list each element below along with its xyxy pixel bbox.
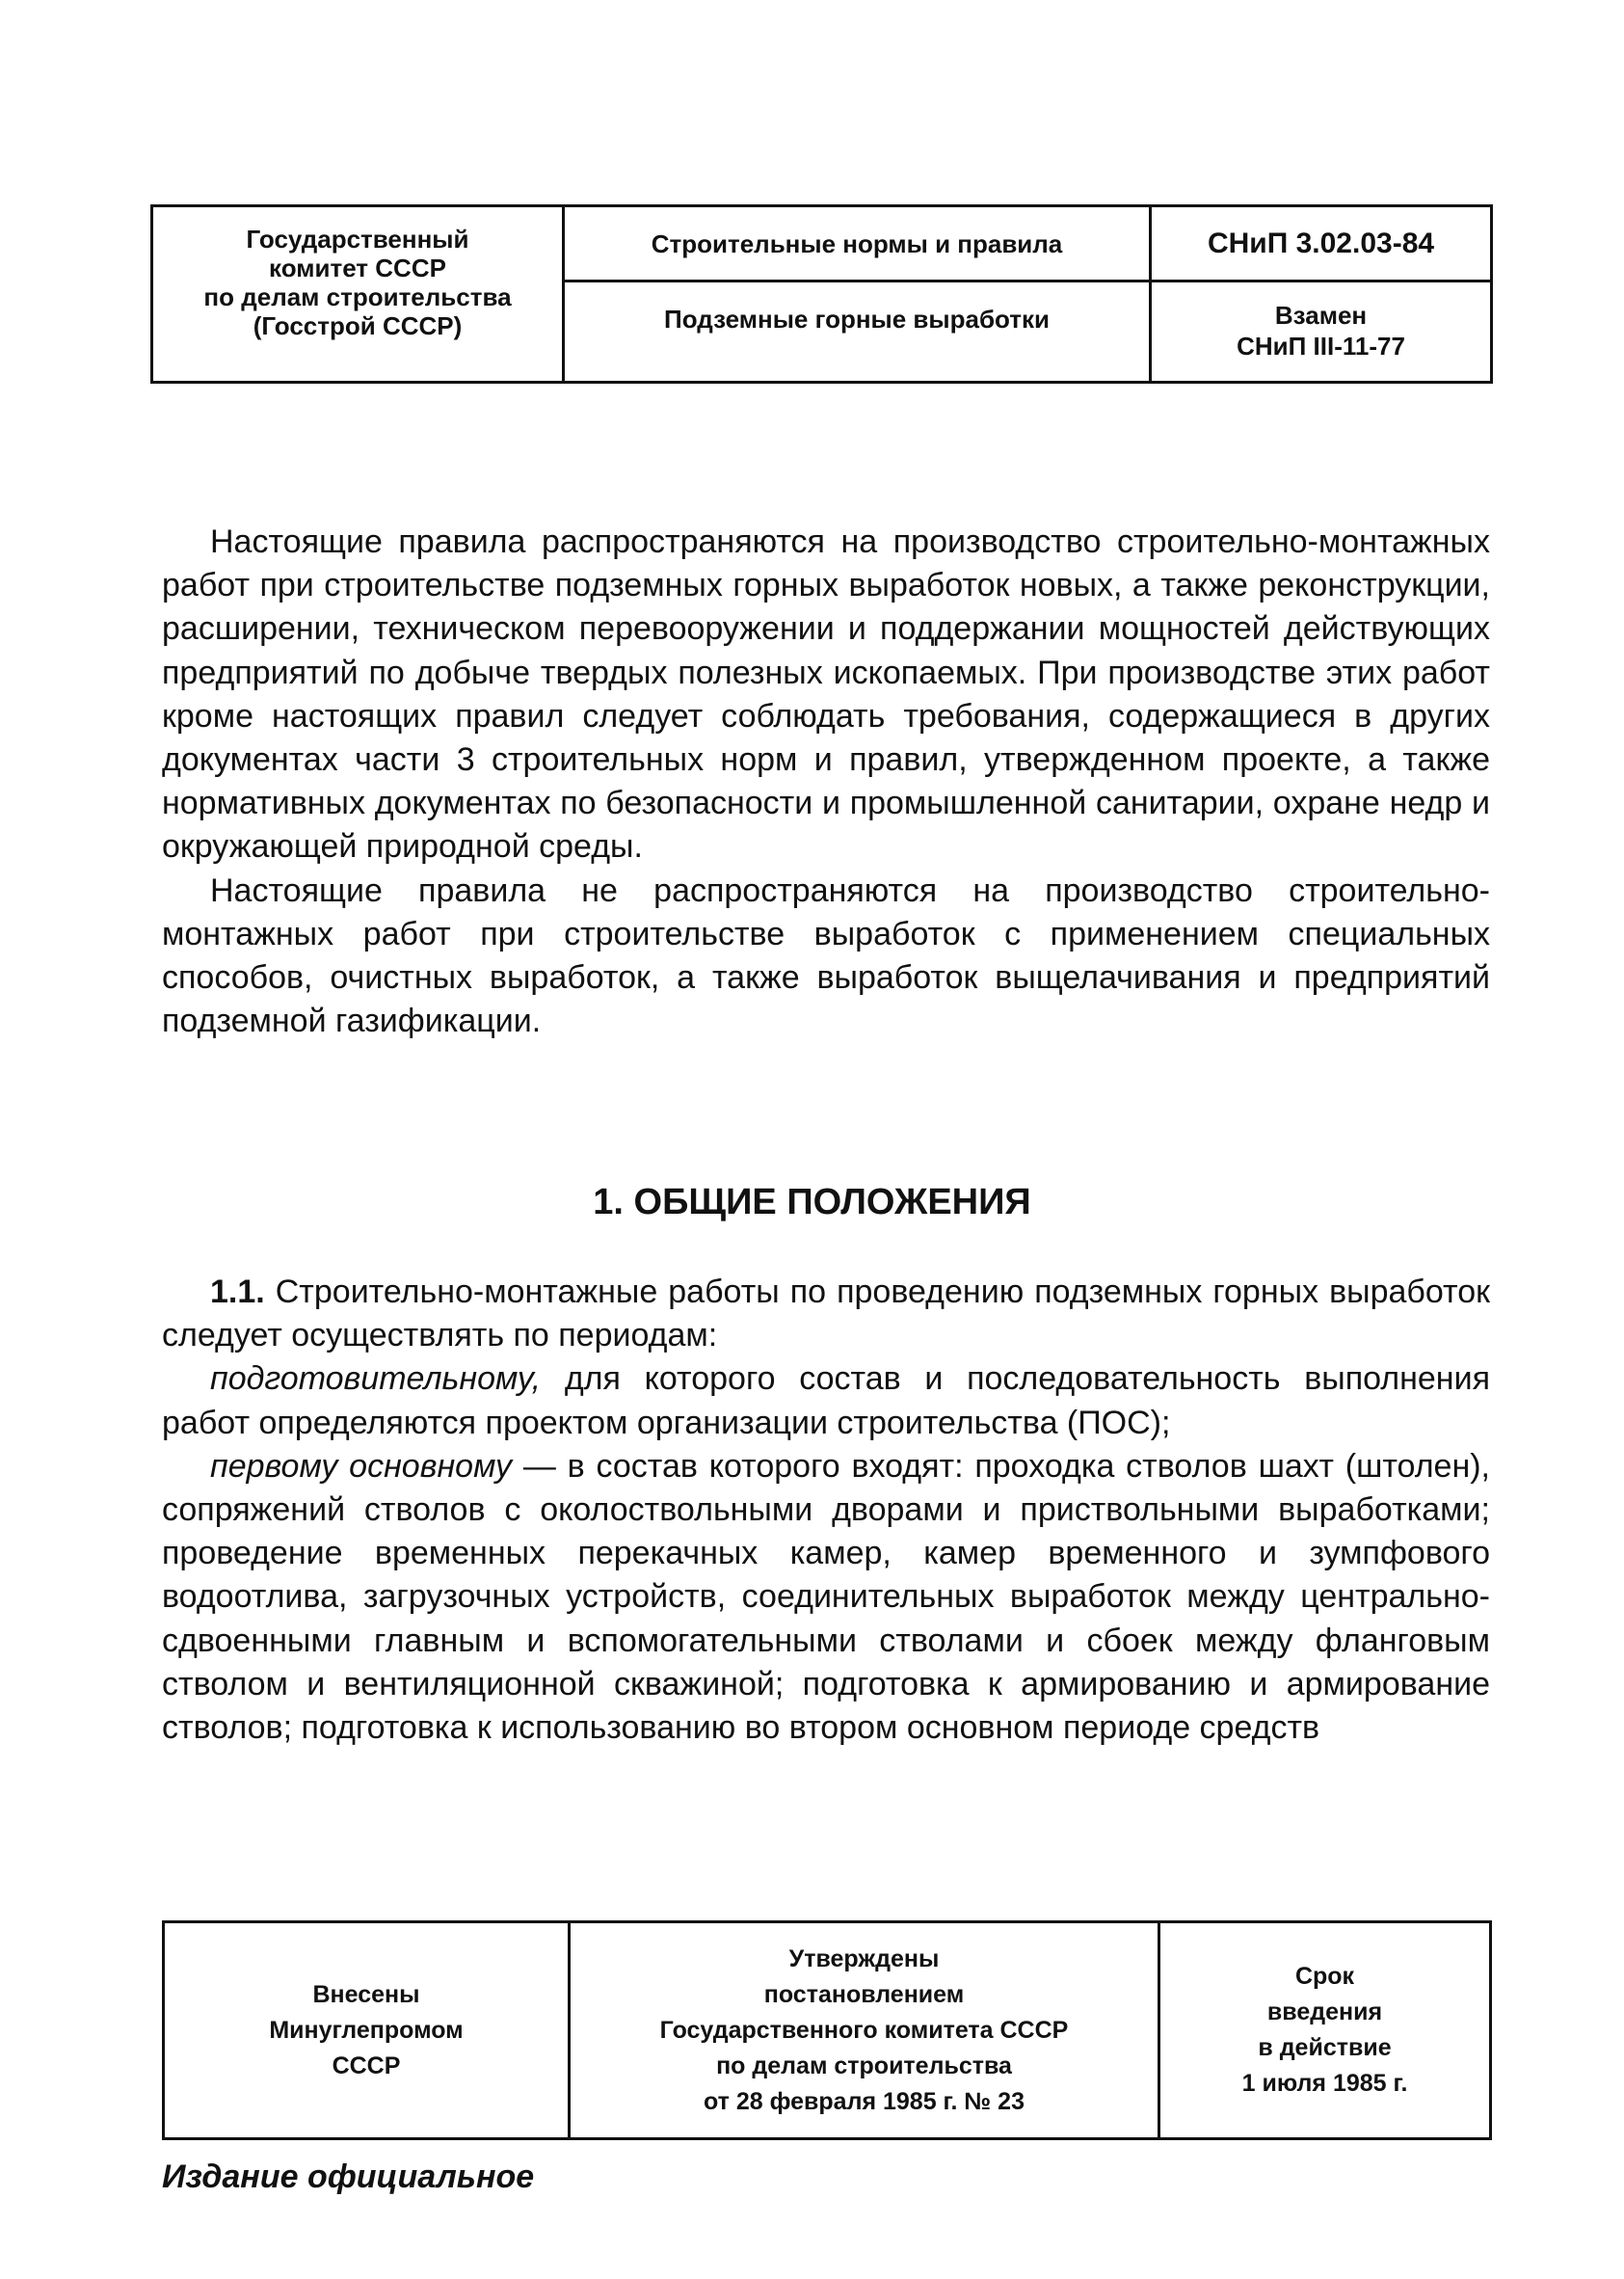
section-body: [162, 1271, 1490, 1750]
period-text: для которого состав и последовательность выполнения работ определяются проектом организации строительства (ПОС);: [162, 1360, 1490, 1441]
edition-note: Издание официальное: [162, 2158, 535, 2195]
approved-line: от 28 февраля 1985 г. № 23: [704, 2087, 1025, 2115]
clause-number: 1.1.: [210, 1274, 265, 1310]
period-term: первому основному: [210, 1447, 512, 1485]
approved-line: постановлением: [763, 1980, 965, 2008]
effective-line: введения: [1266, 1998, 1383, 2025]
doc-code: СНиП 3.02.03-84: [1152, 207, 1490, 282]
effective-line: 1 июля 1985 г.: [1241, 2070, 1408, 2097]
effective-date-cell: [1160, 1923, 1489, 2137]
introduced-line: СССР: [332, 2051, 401, 2079]
approved-cell: [571, 1923, 1160, 2137]
clause-paragraph: [162, 1271, 1490, 1357]
intro-paragraph: Настоящие правила распространяются на производство строительно-монтажных работ при строительстве подземных горных выработок новых, а также реконструкции, расширении, техническом перевооружении и поддержании мощностей действующих предприятий по добыче твердых полезных ископаемых. При производстве этих работ кроме настоящих правил следует соблюдать требования, содержащиеся в других документах части 3 строительных норм и правил, утвержденном проекте, а также нормативных документах по безопасности и промышленной санитарии, охране недр и окружающей природной среды.: [162, 523, 1490, 866]
intro-text: [162, 521, 1490, 1043]
period-text: — в состав которого входят: проходка стволов шахт (штолен), сопряжений стволов с околоствольными дворами и приствольными выработками; проведение временных перекачных камер, камер временного и зумпфового водоотлива, загрузочных устройств, соединительных выработок между центрально-сдвоенными главным и вспомогательными стволами и сбоек между фланговым стволом и вентиляционной скважиной; подготовка к армированию и армирование стволов; подготовка к использованию во втором основном периоде средств: [162, 1447, 1490, 1747]
code-column: [1152, 207, 1490, 381]
introduced-line: Внесены: [312, 1980, 420, 2008]
intro-paragraph: Настоящие правила не распространяются на производство строительно-монтажных работ при строительстве выработок с применением специальных способов, очистных выработок, а также выработок выщелачивания и предприятий подземной газификации.: [162, 871, 1490, 1040]
agency-line: по делам строительства: [203, 282, 512, 311]
period-paragraph: [162, 1357, 1490, 1444]
effective-line: Срок: [1294, 1963, 1355, 1990]
replaces-cell: [1152, 282, 1490, 381]
approved-line: Утверждены: [788, 1944, 940, 1972]
agency-line: Государственный: [246, 225, 469, 254]
agency-cell: [153, 207, 565, 381]
approved-line: по делам строительства: [716, 2051, 1012, 2079]
replaces-line: СНиП III-11-77: [1237, 332, 1405, 361]
approved-line: Государственного комитета СССР: [659, 2016, 1069, 2044]
title-column: [565, 207, 1152, 381]
doc-type: Строительные нормы и правила: [565, 207, 1149, 282]
period-term: подготовительному,: [210, 1360, 542, 1398]
introduced-line: Минуглепромом: [269, 2016, 464, 2044]
agency-line: (Госстрой СССР): [253, 311, 463, 340]
doc-title: Подземные горные выработки: [664, 305, 1050, 334]
header-table: [150, 204, 1493, 384]
section-heading: 1. ОБЩИЕ ПОЛОЖЕНИЯ: [593, 1182, 1031, 1222]
agency-line: комитет СССР: [269, 254, 446, 282]
effective-line: в действие: [1258, 2034, 1392, 2061]
period-paragraph: [162, 1445, 1490, 1750]
replaces-line: Взамен: [1274, 301, 1368, 330]
clause-text: Строительно-монтажные работы по проведению подземных горных выработок следует осуществлять по периодам:: [162, 1274, 1490, 1354]
introduced-cell: [165, 1923, 571, 2137]
footer-table: [162, 1920, 1492, 2140]
